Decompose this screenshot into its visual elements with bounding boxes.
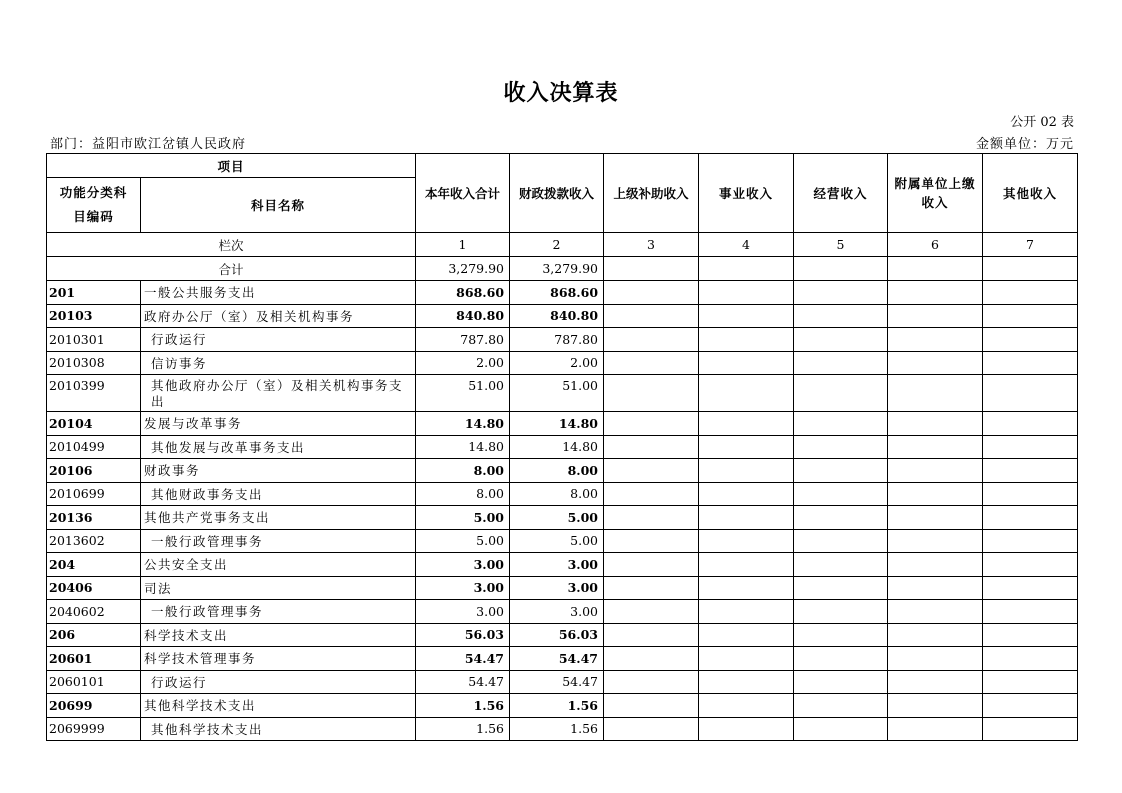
row-other-income xyxy=(983,459,1078,483)
row-total-income: 868.60 xyxy=(416,281,510,305)
row-operating-income xyxy=(794,328,888,352)
row-total-income: 8.00 xyxy=(416,482,510,506)
row-operating-income xyxy=(794,600,888,624)
row-other-income xyxy=(983,506,1078,530)
row-superior-subsidy xyxy=(604,375,699,412)
row-total-income: 54.47 xyxy=(416,670,510,694)
row-subject-name: 公共安全支出 xyxy=(141,553,416,577)
row-other-income xyxy=(983,412,1078,436)
table-row xyxy=(47,482,1078,506)
row-fiscal-appropriation: 787.80 xyxy=(510,328,604,352)
row-code: 20699 xyxy=(47,694,141,718)
row-operating-income xyxy=(794,375,888,412)
row-code: 2013602 xyxy=(47,529,141,553)
row-subject-name: 一般行政管理事务 xyxy=(141,600,416,624)
row-superior-subsidy xyxy=(604,694,699,718)
row-business-income xyxy=(699,375,794,412)
row-code: 206 xyxy=(47,623,141,647)
header-subject-name: 科目名称 xyxy=(141,178,416,233)
lanci-4: 4 xyxy=(699,233,794,257)
row-affiliated-income xyxy=(888,553,983,577)
total-value-5 xyxy=(794,257,888,281)
row-total-income: 3.00 xyxy=(416,600,510,624)
department-label: 部门：益阳市欧江岔镇人民政府 xyxy=(50,137,247,152)
row-fiscal-appropriation: 840.80 xyxy=(510,304,604,328)
row-subject-name: 政府办公厅（室）及相关机构事务 xyxy=(141,304,416,328)
row-operating-income xyxy=(794,576,888,600)
row-code: 20106 xyxy=(47,459,141,483)
row-total-income: 5.00 xyxy=(416,506,510,530)
row-business-income xyxy=(699,529,794,553)
row-fiscal-appropriation: 868.60 xyxy=(510,281,604,305)
row-business-income xyxy=(699,435,794,459)
row-code: 2010499 xyxy=(47,435,141,459)
row-business-income xyxy=(699,459,794,483)
lanci-5: 5 xyxy=(794,233,888,257)
row-affiliated-income xyxy=(888,375,983,412)
table-row xyxy=(47,281,1078,305)
row-affiliated-income xyxy=(888,351,983,375)
row-total-income: 8.00 xyxy=(416,459,510,483)
row-affiliated-income xyxy=(888,717,983,741)
row-affiliated-income xyxy=(888,529,983,553)
row-other-income xyxy=(983,647,1078,671)
row-operating-income xyxy=(794,670,888,694)
row-operating-income xyxy=(794,281,888,305)
table-row xyxy=(47,459,1078,483)
row-superior-subsidy xyxy=(604,459,699,483)
header-col-6: 附属单位上缴收入 xyxy=(888,154,983,233)
table-row xyxy=(47,717,1078,741)
row-affiliated-income xyxy=(888,670,983,694)
lanci-6: 6 xyxy=(888,233,983,257)
table-row xyxy=(47,351,1078,375)
row-business-income xyxy=(699,506,794,530)
total-value-3 xyxy=(604,257,699,281)
row-total-income: 14.80 xyxy=(416,435,510,459)
row-code: 20601 xyxy=(47,647,141,671)
row-operating-income xyxy=(794,694,888,718)
row-total-income: 5.00 xyxy=(416,529,510,553)
row-fiscal-appropriation: 3.00 xyxy=(510,553,604,577)
row-affiliated-income xyxy=(888,694,983,718)
table-row xyxy=(47,600,1078,624)
row-total-income: 51.00 xyxy=(416,375,510,412)
row-affiliated-income xyxy=(888,304,983,328)
row-superior-subsidy xyxy=(604,304,699,328)
row-total-income: 2.00 xyxy=(416,351,510,375)
row-affiliated-income xyxy=(888,412,983,436)
page-title: 收入决算表 xyxy=(503,81,619,106)
row-superior-subsidy xyxy=(604,412,699,436)
row-other-income xyxy=(983,529,1078,553)
row-business-income xyxy=(699,717,794,741)
total-value-7 xyxy=(983,257,1078,281)
row-code: 20103 xyxy=(47,304,141,328)
row-superior-subsidy xyxy=(604,281,699,305)
row-other-income xyxy=(983,435,1078,459)
row-affiliated-income xyxy=(888,281,983,305)
row-subject-name: 财政事务 xyxy=(141,459,416,483)
row-affiliated-income xyxy=(888,600,983,624)
row-superior-subsidy xyxy=(604,328,699,352)
amount-unit-label: 金额单位：万元 xyxy=(975,137,1074,152)
row-business-income xyxy=(699,351,794,375)
row-subject-name: 行政运行 xyxy=(141,670,416,694)
row-fiscal-appropriation: 8.00 xyxy=(510,459,604,483)
row-other-income xyxy=(983,600,1078,624)
row-subject-name: 其他科学技术支出 xyxy=(141,717,416,741)
row-other-income xyxy=(983,694,1078,718)
row-operating-income xyxy=(794,529,888,553)
row-fiscal-appropriation: 56.03 xyxy=(510,623,604,647)
table-row xyxy=(47,670,1078,694)
row-other-income xyxy=(983,553,1078,577)
row-total-income: 3.00 xyxy=(416,553,510,577)
row-superior-subsidy xyxy=(604,482,699,506)
total-value-4 xyxy=(699,257,794,281)
row-code: 2010308 xyxy=(47,351,141,375)
row-fiscal-appropriation: 1.56 xyxy=(510,717,604,741)
header-col-4: 事业收入 xyxy=(699,154,794,233)
row-other-income xyxy=(983,717,1078,741)
row-affiliated-income xyxy=(888,623,983,647)
row-subject-name: 其他科学技术支出 xyxy=(141,694,416,718)
row-other-income xyxy=(983,576,1078,600)
row-fiscal-appropriation: 14.80 xyxy=(510,412,604,436)
row-subject-name: 科学技术支出 xyxy=(141,623,416,647)
row-business-income xyxy=(699,600,794,624)
row-subject-name: 发展与改革事务 xyxy=(141,412,416,436)
row-fiscal-appropriation: 8.00 xyxy=(510,482,604,506)
row-business-income xyxy=(699,328,794,352)
row-code: 20104 xyxy=(47,412,141,436)
row-affiliated-income xyxy=(888,576,983,600)
row-fiscal-appropriation: 3.00 xyxy=(510,600,604,624)
header-col-5: 经营收入 xyxy=(794,154,888,233)
row-operating-income xyxy=(794,623,888,647)
table-row xyxy=(47,647,1078,671)
row-operating-income xyxy=(794,435,888,459)
row-superior-subsidy xyxy=(604,647,699,671)
row-code: 2010399 xyxy=(47,375,141,412)
row-affiliated-income xyxy=(888,647,983,671)
row-code: 201 xyxy=(47,281,141,305)
row-operating-income xyxy=(794,553,888,577)
row-total-income: 787.80 xyxy=(416,328,510,352)
row-superior-subsidy xyxy=(604,351,699,375)
row-superior-subsidy xyxy=(604,576,699,600)
row-operating-income xyxy=(794,304,888,328)
table-row xyxy=(47,412,1078,436)
lanci-2: 2 xyxy=(510,233,604,257)
row-superior-subsidy xyxy=(604,623,699,647)
row-business-income xyxy=(699,623,794,647)
table-row xyxy=(47,529,1078,553)
row-other-income xyxy=(983,482,1078,506)
row-code: 2060101 xyxy=(47,670,141,694)
row-other-income xyxy=(983,281,1078,305)
table-body xyxy=(47,281,1078,741)
header-func-code: 功能分类科目编码 xyxy=(47,178,141,233)
row-code: 2069999 xyxy=(47,717,141,741)
table-row xyxy=(47,694,1078,718)
header-col-2: 财政拨款收入 xyxy=(510,154,604,233)
header-col-7: 其他收入 xyxy=(983,154,1078,233)
total-value-6 xyxy=(888,257,983,281)
header-col-3: 上级补助收入 xyxy=(604,154,699,233)
row-fiscal-appropriation: 1.56 xyxy=(510,694,604,718)
row-fiscal-appropriation: 51.00 xyxy=(510,375,604,412)
row-subject-name: 一般行政管理事务 xyxy=(141,529,416,553)
row-code: 20406 xyxy=(47,576,141,600)
row-subject-name: 行政运行 xyxy=(141,328,416,352)
row-fiscal-appropriation: 5.00 xyxy=(510,506,604,530)
header-project: 项目 xyxy=(47,154,416,178)
row-fiscal-appropriation: 2.00 xyxy=(510,351,604,375)
row-business-income xyxy=(699,412,794,436)
row-total-income: 840.80 xyxy=(416,304,510,328)
row-business-income xyxy=(699,304,794,328)
lanci-1: 1 xyxy=(416,233,510,257)
row-other-income xyxy=(983,623,1078,647)
row-total-income: 3.00 xyxy=(416,576,510,600)
row-subject-name: 其他发展与改革事务支出 xyxy=(141,435,416,459)
row-operating-income xyxy=(794,412,888,436)
row-code: 20136 xyxy=(47,506,141,530)
form-number: 公开 02 表 xyxy=(1010,115,1074,130)
row-other-income xyxy=(983,328,1078,352)
row-total-income: 1.56 xyxy=(416,694,510,718)
row-operating-income xyxy=(794,482,888,506)
row-code: 2010699 xyxy=(47,482,141,506)
table-row xyxy=(47,576,1078,600)
row-subject-name: 其他共产党事务支出 xyxy=(141,506,416,530)
total-value-2: 3,279.90 xyxy=(510,257,604,281)
row-superior-subsidy xyxy=(604,506,699,530)
income-table xyxy=(46,153,1078,741)
lanci-3: 3 xyxy=(604,233,699,257)
table-row xyxy=(47,304,1078,328)
row-business-income xyxy=(699,553,794,577)
table-row xyxy=(47,506,1078,530)
row-operating-income xyxy=(794,647,888,671)
row-fiscal-appropriation: 14.80 xyxy=(510,435,604,459)
row-operating-income xyxy=(794,506,888,530)
row-subject-name: 司法 xyxy=(141,576,416,600)
row-affiliated-income xyxy=(888,482,983,506)
row-operating-income xyxy=(794,459,888,483)
row-code: 2010301 xyxy=(47,328,141,352)
row-operating-income xyxy=(794,717,888,741)
table-row xyxy=(47,375,1078,412)
row-operating-income xyxy=(794,351,888,375)
row-total-income: 14.80 xyxy=(416,412,510,436)
row-subject-name: 科学技术管理事务 xyxy=(141,647,416,671)
row-subject-name: 其他财政事务支出 xyxy=(141,482,416,506)
row-total-income: 1.56 xyxy=(416,717,510,741)
row-code: 2040602 xyxy=(47,600,141,624)
row-other-income xyxy=(983,351,1078,375)
row-business-income xyxy=(699,647,794,671)
row-affiliated-income xyxy=(888,506,983,530)
row-fiscal-appropriation: 3.00 xyxy=(510,576,604,600)
row-affiliated-income xyxy=(888,459,983,483)
row-fiscal-appropriation: 54.47 xyxy=(510,670,604,694)
header-col-1: 本年收入合计 xyxy=(416,154,510,233)
table-row xyxy=(47,623,1078,647)
row-superior-subsidy xyxy=(604,670,699,694)
row-subject-name: 一般公共服务支出 xyxy=(141,281,416,305)
row-total-income: 56.03 xyxy=(416,623,510,647)
row-business-income xyxy=(699,576,794,600)
row-total-income: 54.47 xyxy=(416,647,510,671)
row-other-income xyxy=(983,304,1078,328)
row-other-income xyxy=(983,375,1078,412)
row-subject-name: 其他政府办公厅（室）及相关机构事务支出 xyxy=(141,375,416,412)
lanci-7: 7 xyxy=(983,233,1078,257)
row-affiliated-income xyxy=(888,328,983,352)
row-superior-subsidy xyxy=(604,529,699,553)
row-superior-subsidy xyxy=(604,717,699,741)
total-value-1: 3,279.90 xyxy=(416,257,510,281)
row-other-income xyxy=(983,670,1078,694)
row-subject-name: 信访事务 xyxy=(141,351,416,375)
row-fiscal-appropriation: 54.47 xyxy=(510,647,604,671)
row-superior-subsidy xyxy=(604,435,699,459)
row-business-income xyxy=(699,694,794,718)
row-superior-subsidy xyxy=(604,553,699,577)
row-fiscal-appropriation: 5.00 xyxy=(510,529,604,553)
table-row xyxy=(47,435,1078,459)
row-affiliated-income xyxy=(888,435,983,459)
row-superior-subsidy xyxy=(604,600,699,624)
row-business-income xyxy=(699,482,794,506)
row-code: 204 xyxy=(47,553,141,577)
row-business-income xyxy=(699,670,794,694)
table-row xyxy=(47,553,1078,577)
lanci-label: 栏次 xyxy=(47,233,416,257)
total-label: 合计 xyxy=(47,257,416,281)
table-row xyxy=(47,328,1078,352)
row-business-income xyxy=(699,281,794,305)
